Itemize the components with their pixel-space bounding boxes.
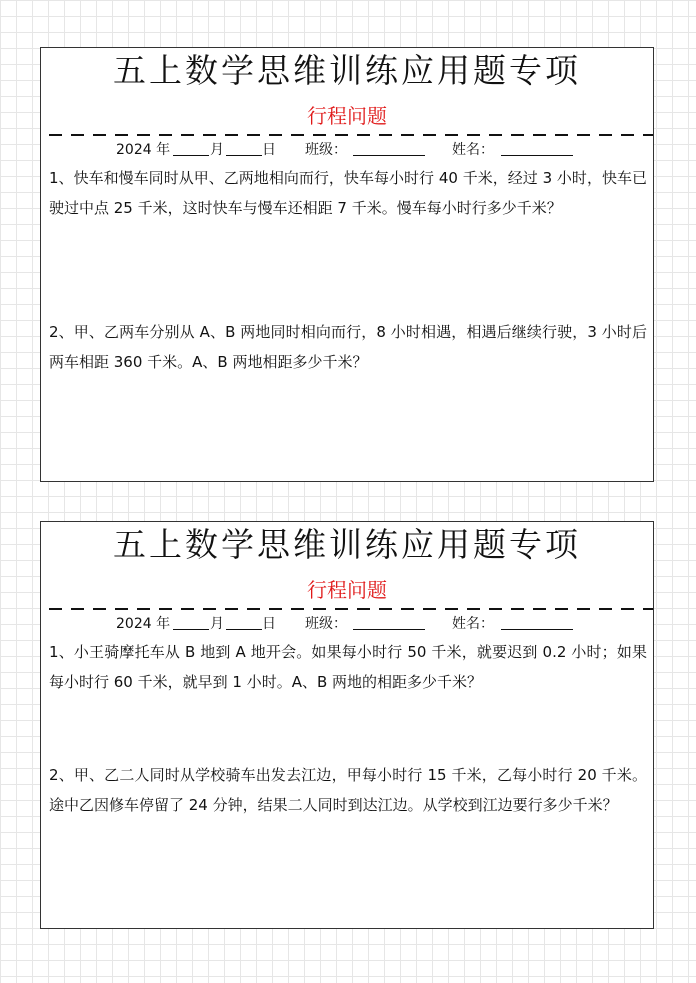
month-label: 月	[210, 616, 224, 632]
year-label: 2024 年	[116, 616, 171, 632]
worksheet-card	[40, 47, 654, 482]
worksheet-subtitle: 行程问题	[307, 104, 387, 128]
class-label: 班级：	[305, 616, 347, 632]
name-label: 姓名：	[452, 142, 494, 158]
month-label: 月	[210, 142, 224, 158]
student-info-line	[41, 140, 653, 160]
dashed-divider	[49, 134, 653, 136]
year-label: 2024 年	[116, 142, 171, 158]
class-label: 班级：	[305, 142, 347, 158]
worksheet-subtitle: 行程问题	[307, 578, 387, 602]
day-label: 日	[262, 142, 276, 158]
question-2: 2、甲、乙两车分别从 A、B 两地同时相向而行，8 小时相遇，相遇后继续行驶，3 小时后两车相距 360 千米。A、B 两地相距多少千米？	[49, 323, 647, 371]
question-2: 2、甲、乙二人同时从学校骑车出发去江边，甲每小时行 15 千米，乙每小时行 20 千米。途中乙因修车停留了 24 分钟，结果二人同时到达江边。从学校到江边要行多少千米？	[49, 766, 647, 814]
worksheet-card	[40, 521, 654, 929]
student-info-line	[41, 614, 653, 634]
worksheet-title: 五上数学思维训练应用题专项	[113, 51, 581, 90]
day-label: 日	[262, 616, 276, 632]
worksheet-title: 五上数学思维训练应用题专项	[113, 525, 581, 564]
question-1: 1、快车和慢车同时从甲、乙两地相向而行，快车每小时行 40 千米，经过 3 小时，快车已驶过中点 25 千米，这时快车与慢车还相距 7 千米。慢车每小时行多少千米？	[49, 169, 647, 217]
dashed-divider	[49, 608, 653, 610]
question-1: 1、小王骑摩托车从 B 地到 A 地开会。如果每小时行 50 千米，就要迟到 0.2 小时；如果每小时行 60 千米，就早到 1 小时。A、B 两地的相距多少千米？	[49, 643, 647, 691]
name-label: 姓名：	[452, 616, 494, 632]
